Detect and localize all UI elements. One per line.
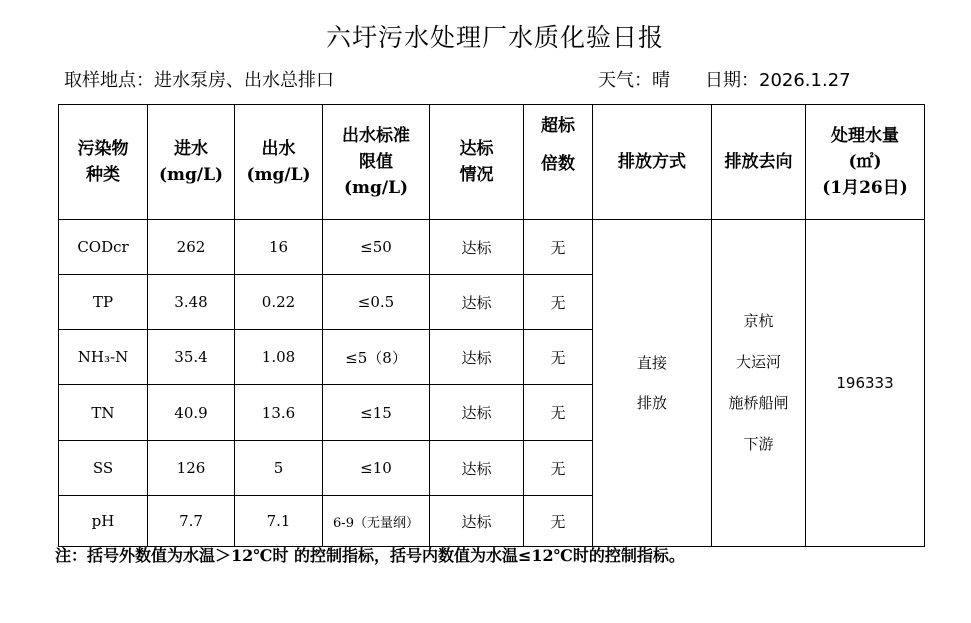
row-status: 达标: [430, 220, 524, 275]
row-limit: ≤50: [323, 220, 430, 275]
row-limit: ≤5（8）: [323, 330, 430, 385]
row-influent: 262: [148, 220, 235, 275]
row-limit: ≤0.5: [323, 275, 430, 330]
row-param: pH: [59, 496, 148, 547]
row-param: CODcr: [59, 220, 148, 275]
row-effluent: 5: [235, 441, 323, 496]
row-exceed: 无: [524, 496, 593, 547]
row-effluent: 7.1: [235, 496, 323, 547]
row-exceed: 无: [524, 275, 593, 330]
header-exceed: 超标 倍数: [524, 105, 593, 220]
header-limit: 出水标准 限值 (mg/L): [323, 105, 430, 220]
header-row: [59, 105, 925, 220]
header-discharge-method: 排放方式: [593, 105, 712, 220]
table-row: [59, 220, 925, 275]
row-status: 达标: [430, 385, 524, 441]
row-param: TN: [59, 385, 148, 441]
row-influent: 7.7: [148, 496, 235, 547]
row-influent: 3.48: [148, 275, 235, 330]
row-param: NH₃-N: [59, 330, 148, 385]
row-influent: 40.9: [148, 385, 235, 441]
footnote: 注：括号外数值为水温＞12℃时 的控制指标，括号内数值为水温≤12℃时的控制指标。: [55, 546, 685, 565]
report-title: 六圩污水处理厂水质化验日报: [325, 23, 664, 52]
row-exceed: 无: [524, 220, 593, 275]
header-pollutant: 污染物 种类: [59, 105, 148, 220]
row-limit: ≤15: [323, 385, 430, 441]
header-effluent: 出水 (mg/L): [235, 105, 323, 220]
row-influent: 126: [148, 441, 235, 496]
row-effluent: 1.08: [235, 330, 323, 385]
discharge-direction: 京杭 大运河 施桥船闸 下游: [712, 220, 806, 547]
discharge-method: 直接 排放: [593, 220, 712, 547]
row-param: SS: [59, 441, 148, 496]
sampling-location: 取样地点：进水泵房、出水总排口: [64, 70, 334, 91]
row-limit: 6-9（无量纲）: [323, 496, 430, 547]
row-status: 达标: [430, 441, 524, 496]
row-status: 达标: [430, 496, 524, 547]
treated-volume: 196333: [806, 220, 925, 547]
row-exceed: 无: [524, 385, 593, 441]
row-status: 达标: [430, 275, 524, 330]
header-volume: 处理水量 (㎡) (1月26日): [806, 105, 925, 220]
row-effluent: 13.6: [235, 385, 323, 441]
row-limit: ≤10: [323, 441, 430, 496]
header-discharge-direction: 排放去向: [712, 105, 806, 220]
row-exceed: 无: [524, 441, 593, 496]
row-exceed: 无: [524, 330, 593, 385]
header-influent: 进水 (mg/L): [148, 105, 235, 220]
header-compliance: 达标 情况: [430, 105, 524, 220]
row-effluent: 16: [235, 220, 323, 275]
report-date: 日期：2026.1.27: [705, 70, 851, 91]
weather: 天气：晴: [598, 70, 670, 91]
row-effluent: 0.22: [235, 275, 323, 330]
row-param: TP: [59, 275, 148, 330]
row-influent: 35.4: [148, 330, 235, 385]
row-status: 达标: [430, 330, 524, 385]
water-quality-table: [58, 104, 925, 547]
